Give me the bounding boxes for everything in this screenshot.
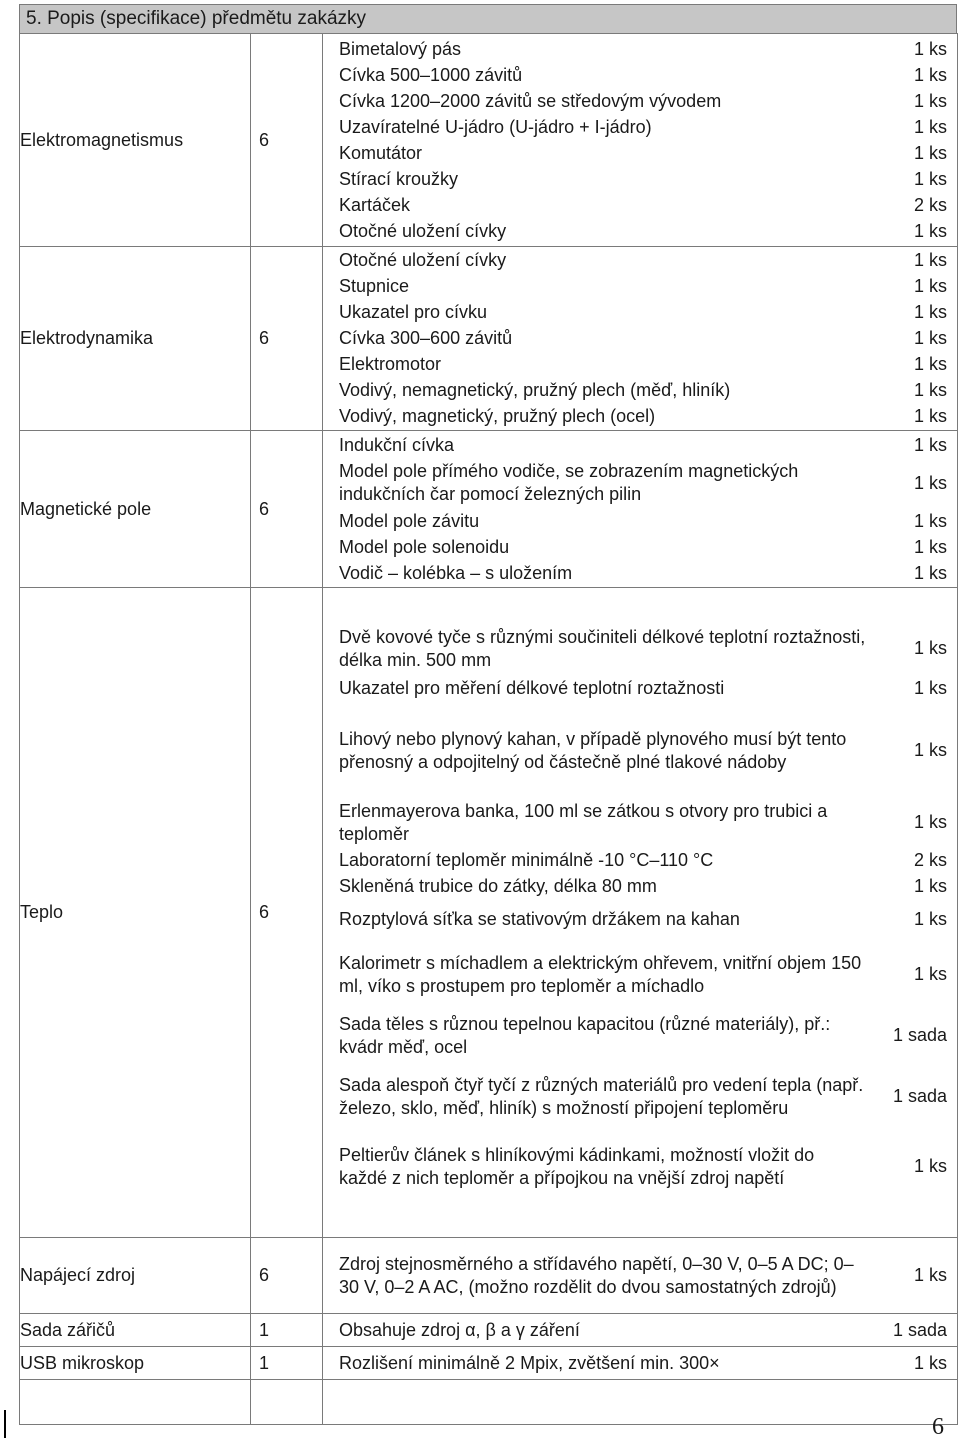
category-cell: Elektromagnetismus	[20, 34, 251, 247]
item-name: Otočné uložení cívky	[339, 220, 507, 241]
item-name: Lihový nebo plynový kahan, v případě plynového musí být tento přenosný a odpojitelný od částečně plné tlakové nádoby	[339, 728, 847, 772]
item-quantity: 1 ks	[913, 328, 947, 348]
item-name: Vodič – kolébka – s uložením	[339, 562, 573, 583]
item-name: Sada těles s různou tepelnou kapacitou (různé materiály), př.: kvádr měď, ocel	[339, 1013, 831, 1057]
item-name: Rozptylová síťka se stativovým držákem na kahan	[339, 909, 740, 929]
category-cell: Teplo	[20, 588, 251, 1238]
list-item	[323, 300, 957, 326]
list-item	[323, 704, 957, 798]
item-name: Stírací kroužky	[339, 168, 459, 189]
item-quantity: 1 ks	[913, 1265, 947, 1285]
list-item	[323, 432, 957, 458]
item-name: Cívka 1200–2000 závitů se středovým vývodem	[339, 90, 722, 111]
item-name: Rozlišení minimálně 2 Mpix, zvětšení min. 300×	[339, 1352, 720, 1373]
list-item	[323, 1317, 957, 1343]
list-item	[323, 940, 957, 1010]
category-cell: Elektrodynamika	[20, 247, 251, 431]
list-item	[323, 166, 957, 192]
items-cell	[323, 34, 958, 247]
item-name: Otočné uložení cívky	[339, 250, 507, 270]
item-quantity: 1 ks	[913, 876, 947, 896]
items-cell	[323, 1347, 958, 1380]
list-item	[323, 352, 957, 378]
empty-cell	[323, 1380, 958, 1425]
items-cell	[323, 1314, 958, 1347]
list-item	[323, 404, 957, 430]
item-quantity: 1 ks	[913, 38, 947, 59]
specification-table-body	[20, 34, 958, 1425]
item-quantity: 1 ks	[913, 90, 947, 111]
list-item	[323, 36, 957, 62]
item-quantity: 1 sada	[892, 1086, 947, 1106]
list-item	[323, 534, 957, 560]
items-cell	[323, 247, 958, 431]
item-quantity: 1 ks	[913, 510, 947, 531]
item-quantity: 1 ks	[913, 116, 947, 137]
table-row	[20, 34, 958, 247]
section-heading: 5. Popis (specifikace) předmětu zakázky	[19, 4, 957, 34]
list-item	[323, 874, 957, 900]
empty-cell	[251, 1380, 323, 1425]
list-item	[323, 674, 957, 704]
items-cell	[323, 588, 958, 1238]
item-name: Vodivý, nemagnetický, pružný plech (měď, hliník)	[339, 380, 731, 400]
list-item	[323, 140, 957, 166]
item-quantity: 1 ks	[913, 168, 947, 189]
item-name: Elektromotor	[339, 354, 442, 374]
empty-cell	[20, 1380, 251, 1425]
margin-mark	[4, 1410, 6, 1438]
item-quantity: 1 ks	[913, 472, 947, 493]
category-cell: Magnetické pole	[20, 431, 251, 588]
specification-table	[19, 33, 958, 1425]
item-quantity: 1 ks	[913, 142, 947, 163]
list-item	[323, 88, 957, 114]
list-item	[323, 1010, 957, 1062]
item-quantity: 1 ks	[913, 909, 947, 929]
table-row	[20, 1314, 958, 1347]
count-cell: 1	[251, 1314, 323, 1347]
item-quantity: 1 ks	[913, 64, 947, 85]
item-quantity: 1 ks	[913, 434, 947, 455]
item-name: Kartáček	[339, 194, 411, 215]
list-item	[323, 1132, 957, 1202]
item-quantity: 1 ks	[913, 678, 947, 698]
item-quantity: 1 ks	[913, 740, 947, 760]
item-name: Cívka 300–600 závitů	[339, 328, 513, 348]
category-cell: Napájecí zdroj	[20, 1238, 251, 1314]
count-cell: 1	[251, 1347, 323, 1380]
item-name: Skleněná trubice do zátky, délka 80 mm	[339, 876, 657, 896]
list-item	[323, 508, 957, 534]
count-cell: 6	[251, 34, 323, 247]
empty-row	[20, 1380, 958, 1425]
list-item	[323, 1241, 957, 1311]
item-quantity: 1 ks	[913, 562, 947, 583]
item-name: Laboratorní teploměr minimálně -10 °C–110 °C	[339, 850, 714, 870]
list-item	[323, 624, 957, 674]
item-name: Sada alespoň čtyř tyčí z různých materiálů pro vedení tepla (např. železo, sklo, měď, hliník) s možností připojení teploměru	[339, 1074, 864, 1118]
item-name: Erlenmayerova banka, 100 ml se zátkou s otvory pro trubici a teploměr	[339, 800, 828, 844]
list-item	[323, 218, 957, 244]
item-name: Obsahuje zdroj α, β a γ záření	[339, 1319, 580, 1340]
item-quantity: 1 ks	[913, 964, 947, 984]
item-quantity: 1 sada	[892, 1319, 947, 1340]
item-quantity: 1 ks	[913, 302, 947, 322]
items-cell	[323, 1238, 958, 1314]
item-name: Ukazatel pro měření délkové teplotní roztažnosti	[339, 678, 725, 698]
item-quantity: 1 ks	[913, 354, 947, 374]
item-quantity: 2 ks	[913, 850, 947, 870]
item-name: Kalorimetr s míchadlem a elektrickým ohřevem, vnitřní objem 150 ml, víko s prostupem pro teploměr a míchadlo	[339, 952, 862, 996]
list-item	[323, 114, 957, 140]
item-quantity: 1 ks	[913, 1352, 947, 1373]
table-row	[20, 431, 958, 588]
item-name: Model pole závitu	[339, 510, 480, 531]
category-cell: Sada zářičů	[20, 1314, 251, 1347]
list-item	[323, 192, 957, 218]
item-name: Ukazatel pro cívku	[339, 302, 488, 322]
item-name: Vodivý, magnetický, pružný plech (ocel)	[339, 406, 656, 426]
item-name: Uzavíratelné U-jádro (U-jádro + I-jádro)	[339, 116, 652, 137]
items-cell	[323, 431, 958, 588]
item-quantity: 1 ks	[913, 812, 947, 832]
table-row	[20, 1238, 958, 1314]
item-quantity: 1 ks	[913, 380, 947, 400]
item-name: Stupnice	[339, 276, 410, 296]
list-item	[323, 900, 957, 940]
item-quantity: 1 ks	[913, 276, 947, 296]
item-name: Dvě kovové tyče s různými součiniteli délkové teplotní roztažnosti, délka min. 500 mm	[339, 626, 866, 670]
item-name: Peltierův článek s hliníkovými kádinkami, možností vložit do každé z nich teploměr a přípojkou na vnější zdroj napětí	[339, 1144, 815, 1188]
count-cell: 6	[251, 588, 323, 1238]
count-cell: 6	[251, 247, 323, 431]
item-quantity: 1 ks	[913, 250, 947, 270]
list-item	[323, 274, 957, 300]
item-name: Cívka 500–1000 závitů	[339, 64, 523, 85]
list-item	[323, 1062, 957, 1132]
item-quantity: 1 ks	[913, 220, 947, 241]
item-name: Komutátor	[339, 142, 423, 163]
item-quantity: 1 ks	[913, 536, 947, 557]
list-item	[323, 326, 957, 352]
list-item	[323, 1350, 957, 1376]
table-row	[20, 1347, 958, 1380]
table-row	[20, 588, 958, 1238]
item-name: Model pole solenoidu	[339, 536, 510, 557]
list-item	[323, 458, 957, 508]
item-name: Model pole přímého vodiče, se zobrazením magnetických indukčních čar pomocí železných pilin	[339, 461, 799, 504]
item-name: Bimetalový pás	[339, 38, 462, 59]
count-cell: 6	[251, 1238, 323, 1314]
item-quantity: 1 ks	[913, 406, 947, 426]
page-number: 6	[932, 1414, 944, 1440]
item-name: Zdroj stejnosměrného a střídavého napětí, 0–30 V, 0–5 A DC; 0–30 V, 0–2 A AC, (možno rozdělit do dvou samostatných zdrojů)	[339, 1253, 854, 1297]
list-item	[323, 378, 957, 404]
item-name: Indukční cívka	[339, 434, 455, 455]
list-item	[323, 62, 957, 88]
item-quantity: 2 ks	[913, 194, 947, 215]
list-item	[323, 798, 957, 848]
item-quantity: 1 sada	[892, 1025, 947, 1045]
list-item	[323, 848, 957, 874]
list-item	[323, 560, 957, 586]
list-item	[323, 248, 957, 274]
item-quantity: 1 ks	[913, 638, 947, 658]
item-quantity: 1 ks	[913, 1156, 947, 1176]
count-cell: 6	[251, 431, 323, 588]
table-row	[20, 247, 958, 431]
category-cell: USB mikroskop	[20, 1347, 251, 1380]
